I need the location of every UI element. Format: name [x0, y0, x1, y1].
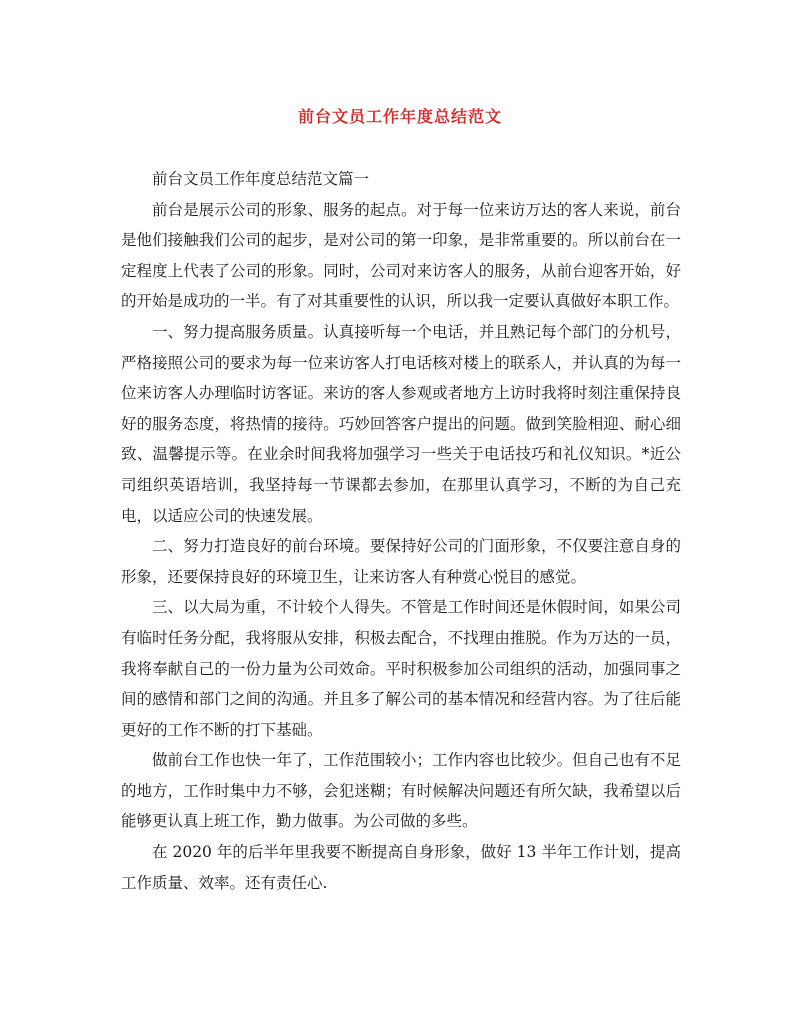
document-title: 前台文员工作年度总结范文 — [297, 107, 502, 126]
paragraph-self-review: 做前台工作也快一年了，工作范围较小；工作内容也比较少。但自己也有不足的地方，工作时集中力不够，会犯迷糊；有时候解决问题还有所欠缺，我希望以后能够更认真上班工作，勤力做事。为公司做的多些。 — [121, 751, 681, 831]
section-heading: 前台文员工作年度总结范文篇一 — [152, 170, 370, 188]
paragraph-intro: 前台是展示公司的形象、服务的起点。对于每一位来访万达的客人来说，前台是他们接触我们公司的起步，是对公司的第一印象，是非常重要的。所以前台在一定程度上代表了公司的形象。同时，公司对来访客人的服务，从前台迎客开始，好的开始是成功的一半。有了对其重要性的认识，所以我一定要认真做好本职工作。 — [121, 200, 681, 311]
paragraph-service-quality: 一、努力提高服务质量。认真接听每一个电话，并且熟记每个部门的分机号，严格接照公司的要求为每一位来访客人打电话核对楼上的联系人，并认真的为每一位来访客人办理临时访客证。来访的客人参观或者地方上访时我将时刻注重保持良好的服务态度，将热情的接待。巧妙回答客户提出的问题。做到笑脸相迎、耐心细致、温馨提示等。在业余时间我将加强学习一些关于电话技巧和礼仪知识。*近公司组织英语培训，我坚持每一节课都去参加，在那里认真学习，不断的为自己充电，以适应公司的快速发展。 — [121, 322, 681, 525]
paragraph-teamwork: 三、以大局为重，不计较个人得失。不管是工作时间还是休假时间，如果公司有临时任务分配，我将服从安排，积极去配合，不找理由推脱。作为万达的一员，我将奉献自己的一份力量为公司效命。平时积极参加公司组织的活动，加强同事之间的感情和部门之间的沟通。并且多了解公司的基本情况和经营内容。为了往后能更好的工作不断的打下基础。 — [121, 598, 681, 739]
document-body — [121, 164, 681, 898]
paragraph-plan: 在 2020 年的后半年里我要不断提高自身形象，做好 13 半年工作计划，提高工作质量、效率。还有责任心. — [121, 843, 681, 892]
paragraph-front-desk-environment: 二、努力打造良好的前台环境。要保持好公司的门面形象，不仅要注意自身的形象，还要保持良好的环境卫生，让来访客人有种赏心悦目的感觉。 — [121, 537, 681, 586]
